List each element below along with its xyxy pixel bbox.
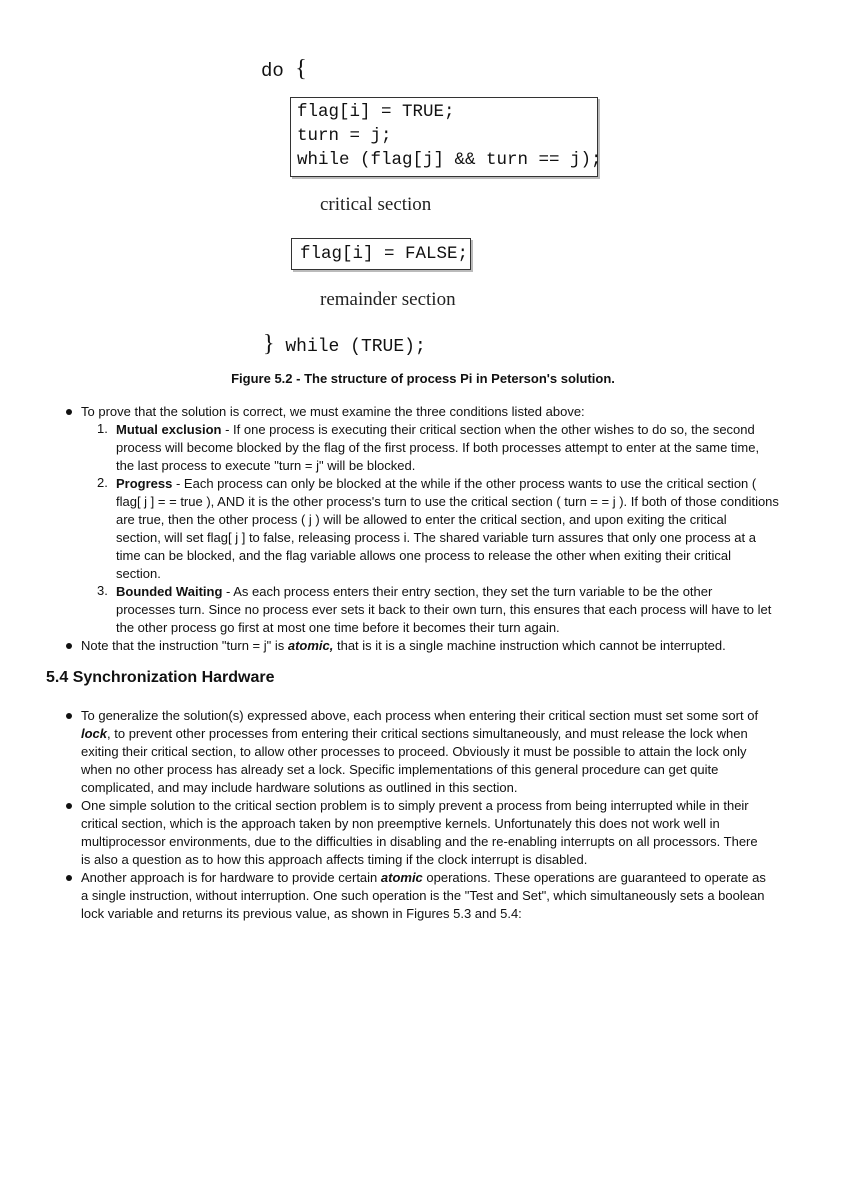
text-line: complicated, and may include hardware solutions as outlined in this section.: [81, 780, 518, 795]
term-progress: Progress: [116, 476, 173, 491]
text-line: lock variable and returns its previous value, as shown in Figures 5.3 and 5.4:: [81, 906, 522, 921]
list-item: To prove that the solution is correct, we must examine the three conditions listed above:: [81, 404, 585, 419]
emphasis-lock: lock: [81, 726, 108, 741]
emphasis-atomic: atomic: [380, 870, 423, 885]
text-line: flag[ j ] = = true ), AND it is the other process's turn to use the critical section ( turn = = j ). If both of those conditions: [116, 494, 779, 509]
list-item: [116, 421, 755, 439]
text-line: section.: [116, 566, 161, 581]
text-run: Another approach is for hardware to provide certain: [81, 870, 381, 885]
text-run: that is it is a single machine instruction which cannot be interrupted.: [333, 638, 726, 653]
bullet-icon: [66, 875, 72, 881]
code-loop-end: } while (TRUE);: [263, 331, 426, 357]
list-number: 2.: [97, 475, 108, 490]
list-item: [81, 869, 766, 887]
text-line: time can be blocked, and the flag variable allows one process to release the other when exiting their critical: [116, 548, 731, 563]
text-line: exiting their critical section, to allow other processes to proceed. Obviously it must be possible to attain the lock only: [81, 744, 747, 759]
text-line: the last process to execute "turn = j" will be blocked.: [116, 458, 416, 473]
text-run: , to prevent other processes from entering their critical sections simultaneously, and must release the lock when: [107, 726, 748, 741]
text-line: - As each process enters their entry section, they set the turn variable to be the other: [222, 584, 713, 599]
list-item: [116, 475, 756, 493]
text-line: are true, then the other process ( j ) will be allowed to enter the critical section, and upon exiting the critical: [116, 512, 727, 527]
entry-section-box: [290, 97, 602, 177]
code-line: flag[i] = TRUE;: [297, 102, 455, 122]
code-do-keyword: do {: [261, 56, 307, 82]
code-line: while (flag[j] && turn == j);: [297, 150, 602, 170]
text-run: operations. These operations are guaranteed to operate as: [422, 870, 766, 885]
exit-section-box: [291, 238, 471, 270]
list-item: One simple solution to the critical section problem is to simply prevent a process from being interrupted while in their: [81, 798, 749, 813]
text-line: processes turn. Since no process ever sets it back to their own turn, this ensures that each process will have to let: [116, 602, 772, 617]
text-line: section, will set flag[ j ] to false, releasing process i. The shared variable turn assures that only one process at a: [116, 530, 756, 545]
text-line: process will become blocked by the flag of the first process. If both processes attempt to enter at the same time,: [116, 440, 760, 455]
text-line: when no other process has already set a lock. Specific implementations of this general procedure can get quite: [81, 762, 719, 777]
list-number: 1.: [97, 421, 108, 436]
bullet-icon: [66, 643, 72, 649]
text-line: multiprocessor environments, due to the difficulties in disabling and the re-enabling interrupts on all processors. There: [81, 834, 758, 849]
bullet-icon: [66, 409, 72, 415]
section-heading: 5.4 Synchronization Hardware: [46, 669, 275, 686]
critical-section-label: critical section: [320, 194, 432, 215]
text-line: [81, 725, 748, 743]
list-item: [81, 637, 726, 655]
text-line: - Each process can only be blocked at the while if the other process wants to use the critical section (: [172, 476, 757, 491]
code-line: flag[i] = FALSE;: [300, 244, 469, 264]
list-number: 3.: [97, 583, 108, 598]
text-line: - If one process is executing their critical section when the other wishes to do so, the second: [221, 422, 755, 437]
emphasis-atomic: atomic,: [287, 638, 334, 653]
code-line: turn = j;: [297, 126, 392, 146]
bullet-icon: [66, 713, 72, 719]
term-mutual-exclusion: Mutual exclusion: [116, 422, 222, 437]
remainder-section-label: remainder section: [320, 289, 456, 310]
text-run: Note that the instruction "turn = j" is: [81, 638, 288, 653]
text-line: is also a question as to how this approach affects timing if the clock interrupt is disabled.: [81, 852, 588, 867]
bullet-icon: [66, 803, 72, 809]
text-line: the other process go first at most one time before it becomes their turn again.: [116, 620, 560, 635]
list-item: To generalize the solution(s) expressed above, each process when entering their critical section must set some sort of: [81, 708, 759, 723]
list-item: [116, 583, 712, 601]
figure-caption: Figure 5.2 - The structure of process Pi in Peterson's solution.: [231, 371, 615, 386]
text-line: critical section, which is the approach taken by non preemptive kernels. Unfortunately this does not work well in: [81, 816, 720, 831]
term-bounded-waiting: Bounded Waiting: [116, 584, 223, 599]
text-line: a single instruction, without interruption. One such operation is the "Test and Set", which simultaneously sets a boolean: [81, 888, 765, 903]
